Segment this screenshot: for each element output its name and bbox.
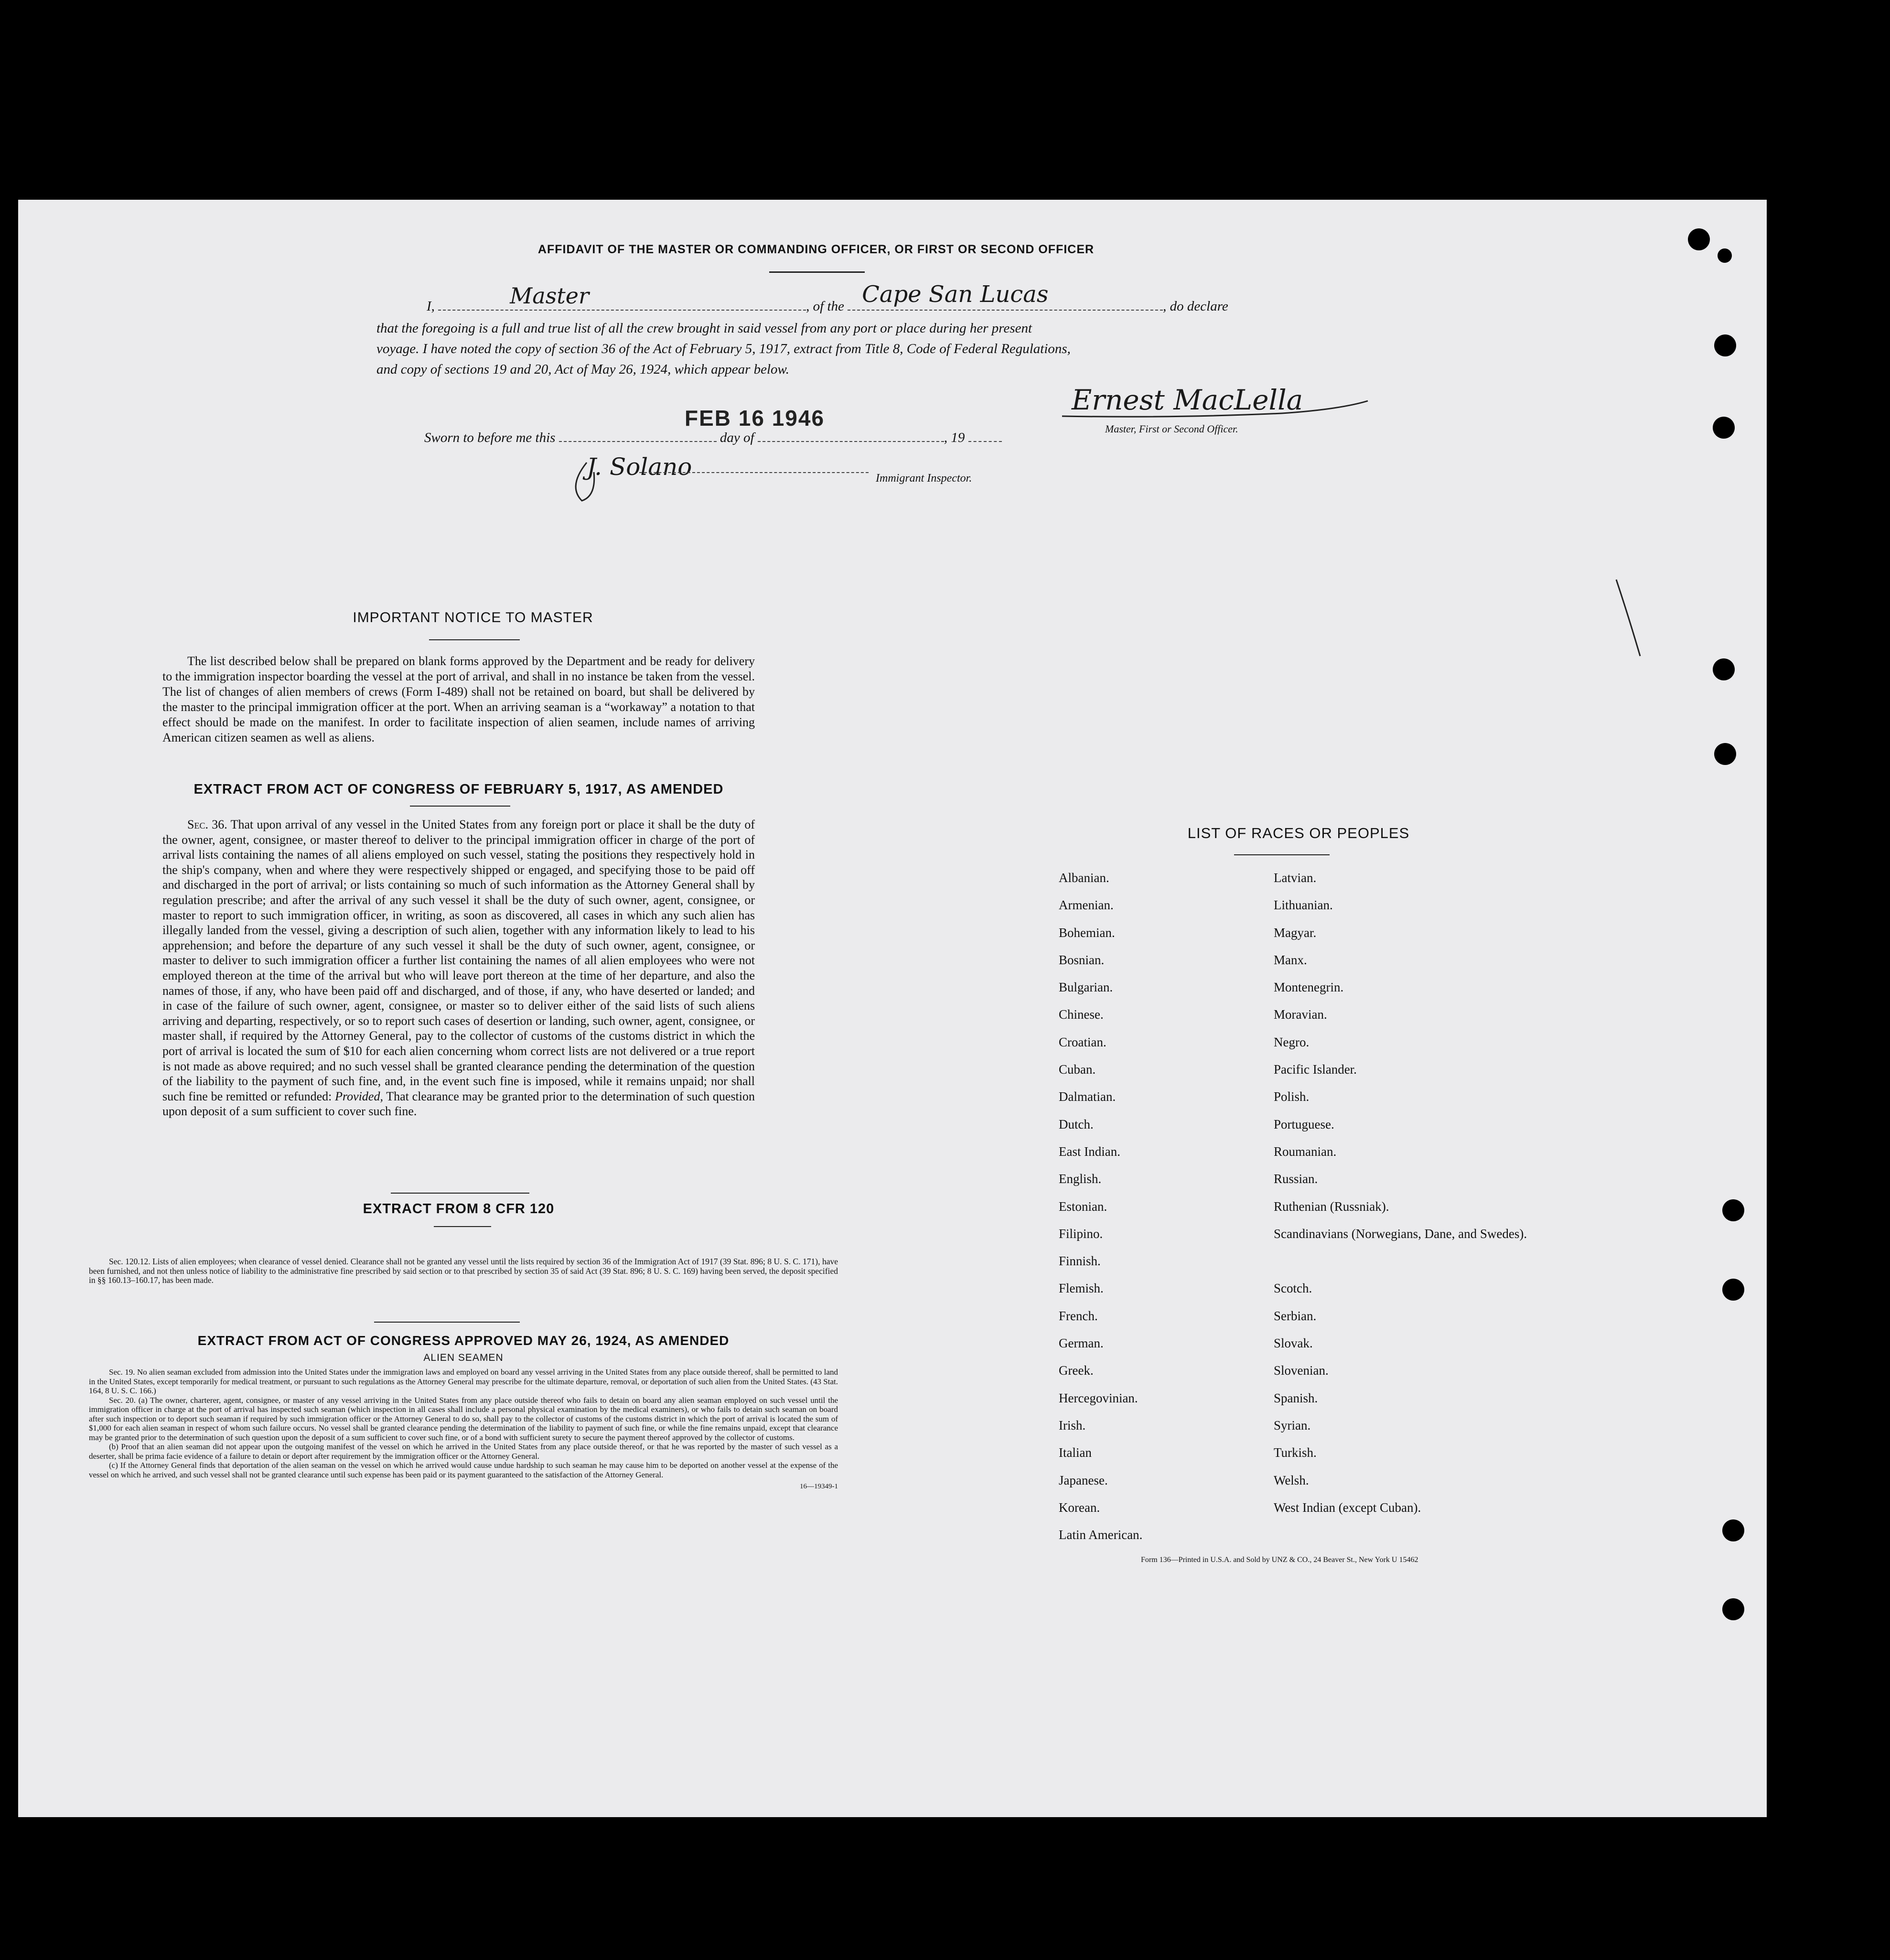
race-item: Serbian. — [1274, 1308, 1317, 1323]
race-item: Finnish. — [1059, 1254, 1101, 1269]
binder-hole — [1722, 1199, 1744, 1221]
sec-36-text: That upon arrival of any vessel in the United States from any foreign port or place it shall be the duty of the owner, agent, consignee, or master thereof to deliver to the principal immigration officer in charge of the port of arrival lists containing the names of all aliens employed on such vessel, stating the positions they respectively hold in the ship's company, when and where they were respectively shipped or engaged, and specifying those to be paid off and discharged in the port of arrival; or lists containing so much of such information as the Attorney General shall by regulation prescribe; and after the arrival of any such vessel it shall be the duty of such owner, agent, consignee, or master to report to such immigration officer, in writing, as soon as discovered, all cases in which any such alien has illegally landed from the vessel, giving a description of such alien, together with any information likely to lead to his apprehension; and before the departure of any such vessel it shall be the duty of such owner, agent, consignee, or master to deliver to such immigration officer a further list containing the names of all alien employees who were not employed thereon at the time of the arrival but who will leave port thereon at the time of her departure, and also the names of those, if any, who have been paid off and discharged, and of those, if any, who have deserted or landed; and in case of the failure of such owner, agent, consignee, or master so to deliver either of the said lists of such aliens arriving and departing, respectively, or so to report such cases of desertion or landing, such owner, agent, consignee, or master shall, if required by the Attorney General, pay to the collector of customs of the customs district in which the port of arrival is located the sum of $10 for each alien concerning whom correct lists are not delivered or a true report is not made as above required; and no such vessel shall be granted clearance pending the determination of the question of the liability to the payment of such fine, and, in the event such fine is imposed, while it remains unpaid; nor shall such fine be remitted or refunded: — [162, 818, 755, 1103]
sec-20a-text: Sec. 20. (a) The owner, charterer, agent, consignee, or master of any vessel arriving in the United States from any place outside thereof who fails to detain on board any alien seaman employed on such vessel until the immigration officer in charge at the port of arrival has inspected such seaman (which inspection in all cases shall include a personal physical examination by the medical examiners), or who fails to detain such seaman on board after such inspection or to deport such seaman if required by such immigration officer or the Attorney General to do so, shall pay to the collector of customs of the customs district in which the port of arrival is located the sum of $1,000 for each alien seaman in respect of whom such failure occurs. No vessel shall be granted clearance pending the determination of the liability to payment of such fine, or while the fine remains unpaid, except that clearance may be granted prior to the determination of such question upon the deposit of a sum sufficient to cover such fine, or of a bond with sufficient surety to secure the payment thereof approved by the collector of customs. — [89, 1395, 838, 1442]
race-item: Albanian. — [1059, 871, 1109, 885]
cfr-title: EXTRACT FROM 8 CFR 120 — [363, 1201, 555, 1217]
sworn-label: Sworn to before me this — [424, 430, 556, 445]
signature-caption: Master, First or Second Officer. — [1105, 423, 1238, 435]
declaration-body — [376, 318, 1380, 380]
sworn-line — [424, 430, 1002, 446]
race-item: Magyar. — [1274, 925, 1317, 940]
inspector-field — [639, 472, 869, 473]
extract-1924-body — [89, 1368, 838, 1492]
race-item: Flemish. — [1059, 1281, 1104, 1296]
inspector-caption: Immigrant Inspector. — [876, 472, 972, 485]
day-of-label: day of — [719, 430, 754, 445]
race-item — [1274, 1528, 1541, 1555]
binder-hole — [1688, 228, 1710, 250]
race-item — [1274, 1254, 1541, 1282]
race-item: Spanish. — [1274, 1390, 1318, 1405]
races-rule — [1234, 854, 1330, 855]
document-page — [18, 200, 1767, 1817]
race-item: Turkish. — [1274, 1445, 1317, 1460]
binder-hole — [1713, 658, 1735, 680]
race-item: Dalmatian. — [1059, 1089, 1116, 1104]
binder-hole — [1722, 1279, 1744, 1301]
race-item: Bulgarian. — [1059, 980, 1113, 995]
race-item: Filipino. — [1059, 1226, 1103, 1241]
races-column-1 — [1059, 871, 1274, 1555]
master-handwriting: Master — [510, 283, 590, 309]
inspector-flourish — [568, 453, 625, 506]
race-item: Chinese. — [1059, 1007, 1104, 1022]
race-item: French. — [1059, 1308, 1098, 1323]
sec-20c-text: (c) If the Attorney General finds that deportation of the alien seaman on the vessel on which he arrived would cause undue hardship to such seaman he may cause him to be deported on another vessel at the expense of the vessel on which he arrived, and such vessel shall not be granted clearance until such expense has been paid or its payment guaranteed to the satisfaction of the Attorney General. — [89, 1461, 838, 1479]
race-item: Montenegrin. — [1274, 980, 1344, 995]
race-item: Ruthenian (Russniak). — [1274, 1199, 1389, 1214]
cfr-body: Sec. 120.12. Lists of alien employees; when clearance of vessel denied. Clearance shall not be granted any vessel until the lists required by section 36 of the Immigration Act of 1917 (39 Stat. 896; 8 U. S. C. 171), have been furnished, and not then unless notice of liability to the administrative fine prescribed by said section or to that prescribed by section 35 of said Act (39 Stat. 896; 8 U. S. C. 169) having been served, the deposit specified in §§ 160.13–160.17, has been made. — [89, 1257, 838, 1285]
race-item: Bosnian. — [1059, 952, 1105, 967]
sworn-day-field — [559, 441, 717, 442]
binder-hole — [1722, 1519, 1744, 1541]
extract-1917-rule — [410, 806, 510, 807]
race-item: Armenian. — [1059, 898, 1114, 913]
sec-36-label: Sec. 36. — [187, 818, 227, 831]
declaration-line-3: and copy of sections 19 and 20, Act of May 26, 1924, which appear below. — [376, 362, 789, 377]
race-item: Moravian. — [1274, 1007, 1327, 1022]
sec-20b-text: (b) Proof that an alien seaman did not appear upon the outgoing manifest of the vessel on which he arrived in the United States from any place outside thereof, or that he was reported by the master of such vessel as a deserter, shall be prima facie evidence of a failure to detain or deport after requirement by the immigration officer or the Attorney General. — [89, 1442, 838, 1461]
race-item: Welsh. — [1274, 1473, 1309, 1487]
race-item: German. — [1059, 1336, 1104, 1351]
extract-1924-subtitle: ALIEN SEAMEN — [423, 1352, 504, 1363]
of-the-label: , of the — [806, 299, 844, 314]
signature-underline — [1033, 384, 1377, 422]
race-item: Slovak. — [1274, 1336, 1313, 1351]
race-item: Korean. — [1059, 1500, 1100, 1515]
extract-1924-title: EXTRACT FROM ACT OF CONGRESS APPROVED MAY 26, 1924, AS AMENDED — [197, 1333, 730, 1348]
race-item: Negro. — [1274, 1034, 1310, 1049]
declaration-i: I, — [427, 299, 435, 314]
extract-1917-body — [162, 817, 755, 1119]
races-column-2 — [1274, 871, 1541, 1555]
notice-rule — [429, 639, 520, 640]
races-title: LIST OF RACES OR PEOPLES — [1187, 825, 1410, 841]
race-item: Scandinavians (Norwegians, Dane, and Swedes). — [1274, 1226, 1527, 1241]
sec-19-text: Sec. 19. No alien seaman excluded from admission into the United States under the immigration laws and employed on board any vessel arriving in the United States from any place outside thereof, shall be permitted to land in the United States, except temporarily for medical treatment, or pursuant to such regulations as the Attorney General may prescribe for the ultimate departure, removal, or deportation of such alien from the United States. (43 Stat. 164, 8 U. S. C. 166.) — [89, 1368, 838, 1395]
inspector-signature: J. Solano — [587, 453, 692, 481]
vessel-field — [848, 281, 1163, 311]
race-item: Bohemian. — [1059, 925, 1115, 940]
form-code: 16—19349-1 — [800, 1483, 838, 1490]
race-item: Dutch. — [1059, 1117, 1094, 1131]
cfr-top-rule — [391, 1193, 529, 1194]
race-item: English. — [1059, 1172, 1102, 1186]
race-item: Lithuanian. — [1274, 898, 1333, 913]
do-declare-label: , do declare — [1163, 299, 1228, 314]
race-item: Portuguese. — [1274, 1117, 1334, 1131]
sworn-year-field — [968, 441, 1002, 442]
affidavit-title: AFFIDAVIT OF THE MASTER OR COMMANDING OFFICER, OR FIRST OR SECOND OFFICER — [537, 243, 1095, 256]
master-signature: Ernest MacLella — [1072, 384, 1303, 416]
race-item: Pacific Islander. — [1274, 1062, 1357, 1077]
race-item: West Indian (except Cuban). — [1274, 1500, 1421, 1515]
proviso-text: That clearance may be granted prior to the determination of such question upon deposit of a sum sufficient to cover such fine. — [162, 1089, 755, 1119]
binder-hole — [1714, 743, 1736, 765]
inspector-block — [568, 453, 1069, 506]
form-footer: Form 136—Printed in U.S.A. and Sold by UNZ & CO., 24 Beaver St., New York U 15462 — [1141, 1556, 1418, 1564]
sworn-month-field — [758, 441, 944, 442]
vessel-handwriting: Cape San Lucas — [862, 281, 1049, 308]
race-item: Greek. — [1059, 1363, 1094, 1378]
date-stamp: FEB 16 1946 — [685, 406, 825, 431]
race-item: Polish. — [1274, 1089, 1310, 1104]
binder-hole — [1714, 334, 1736, 356]
race-item: Italian — [1059, 1445, 1092, 1460]
master-field — [438, 283, 806, 311]
binder-hole — [1718, 248, 1732, 263]
race-item: East Indian. — [1059, 1144, 1120, 1159]
notice-title: IMPORTANT NOTICE TO MASTER — [353, 610, 593, 625]
race-item: Russian. — [1274, 1172, 1318, 1186]
race-item: Manx. — [1274, 952, 1307, 967]
pen-mark — [1614, 577, 1643, 658]
year-label: , 19 — [944, 430, 965, 445]
race-item: Roumanian. — [1274, 1144, 1337, 1159]
race-item: Irish. — [1059, 1418, 1086, 1432]
master-signature-block — [1033, 384, 1368, 435]
race-item: Hercegovinian. — [1059, 1390, 1138, 1405]
race-item: Japanese. — [1059, 1473, 1108, 1487]
notice-body: The list described below shall be prepared on blank forms approved by the Department and be ready for delivery to the immigration inspector boarding the vessel at the port of arrival, and shall in no instance be taken from the vessel. The list of changes of alien members of crews (Form I-489) shall not be retained on board, but shall be delivered by the master to the principal immigration officer at the port. When an arriving seaman is a “workaway” a notation to that effect should be made on the manifest. In order to facilitate inspection of alien seamen, include names of arriving American citizen seamen as well as aliens. — [162, 654, 755, 744]
race-item: Estonian. — [1059, 1199, 1107, 1214]
declaration-line — [427, 281, 1382, 317]
race-item: Latvian. — [1274, 871, 1317, 885]
race-item: Slovenian. — [1274, 1363, 1329, 1378]
binder-hole — [1713, 417, 1735, 439]
binder-hole — [1722, 1598, 1744, 1620]
race-item: Croatian. — [1059, 1034, 1106, 1049]
declaration-line-2: voyage. I have noted the copy of section 36 of the Act of February 5, 1917, extract from Title 8, Code of Federal Regulations, — [376, 341, 1071, 356]
race-item: Latin American. — [1059, 1528, 1143, 1542]
race-item: Cuban. — [1059, 1062, 1096, 1077]
race-item: Scotch. — [1274, 1281, 1312, 1296]
proviso-label: Provided, — [335, 1089, 383, 1103]
title-rule — [769, 271, 865, 273]
race-item: Syrian. — [1274, 1418, 1311, 1432]
cfr-rule — [434, 1226, 491, 1227]
declaration-line-1: that the foregoing is a full and true list of all the crew brought in said vessel from any port or place during her present — [376, 321, 1032, 336]
extract-1924-top-rule — [374, 1322, 520, 1323]
extract-1917-title: EXTRACT FROM ACT OF CONGRESS OF FEBRUARY 5, 1917, AS AMENDED — [193, 782, 724, 797]
